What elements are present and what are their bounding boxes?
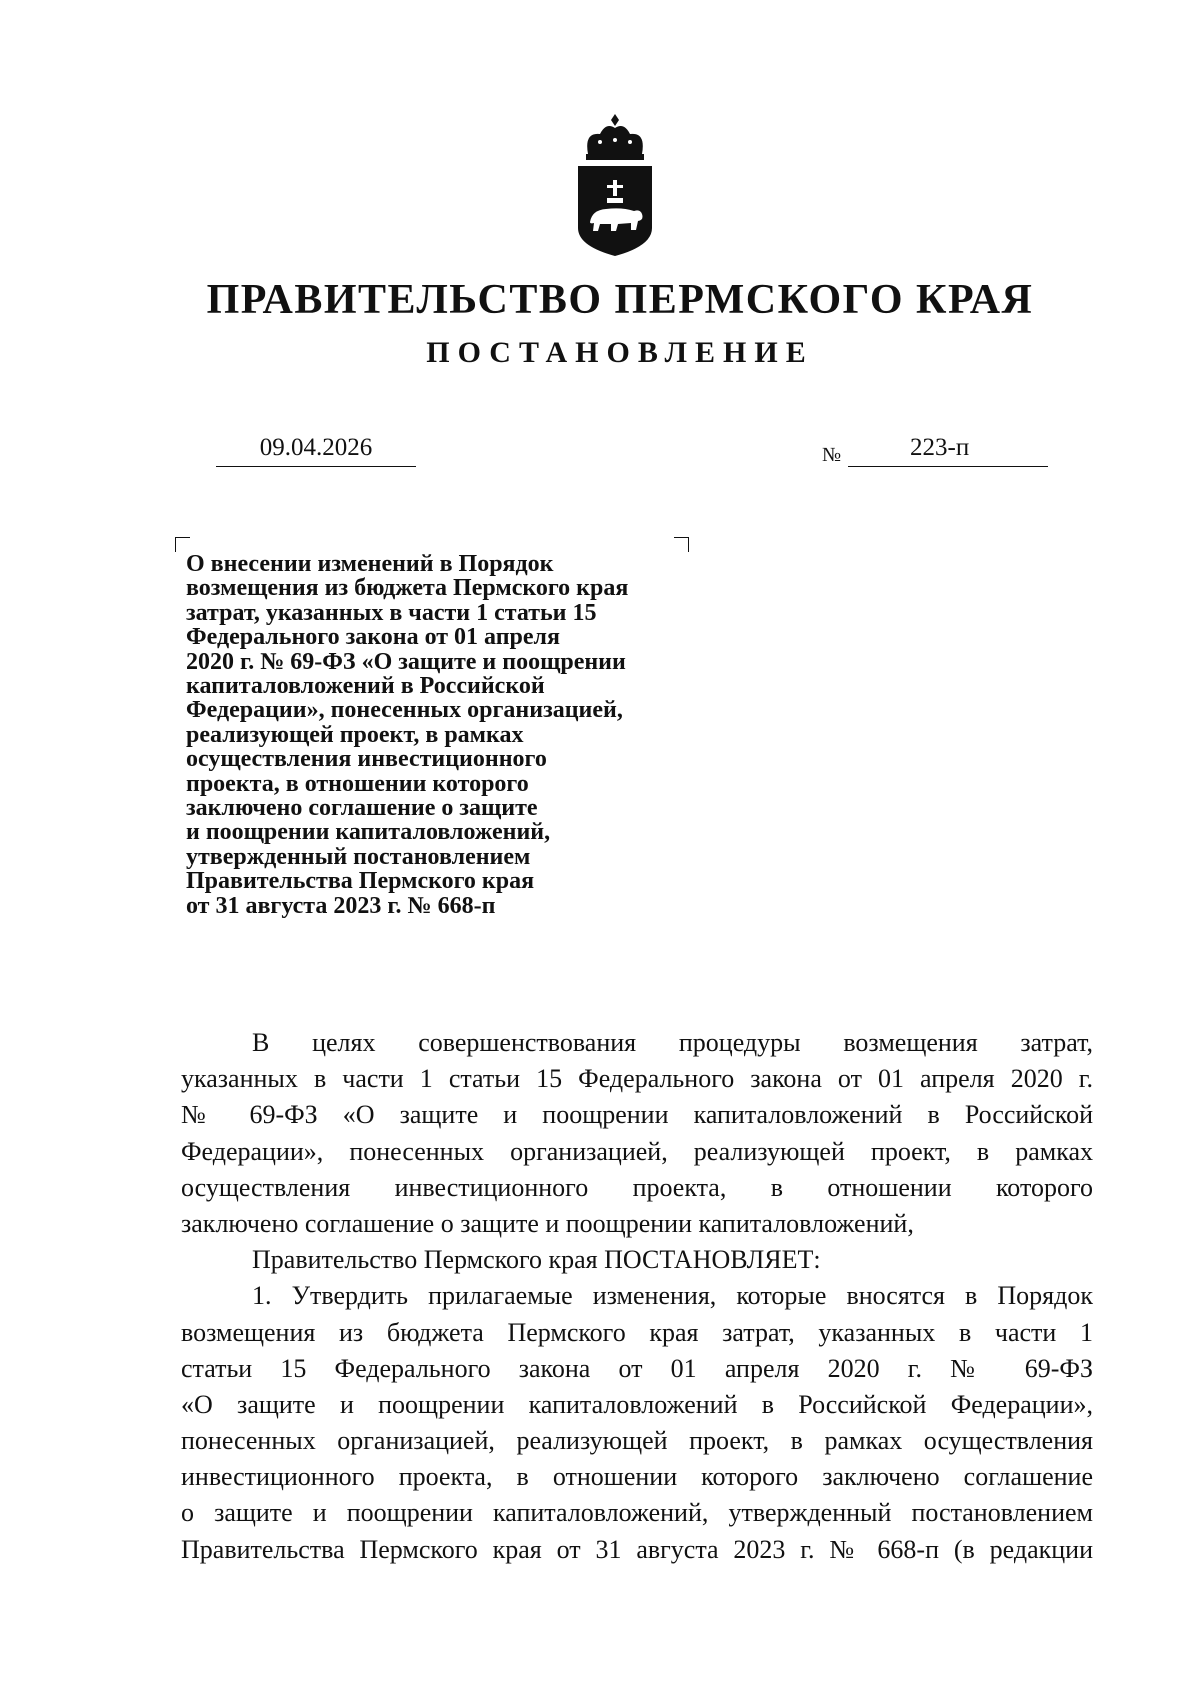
body-line: понесенных организацией, реализующей проект, в рамках осуществления <box>181 1426 1093 1456</box>
body-line: о защите и поощрении капиталовложений, утвержденный постановлением <box>181 1498 1093 1528</box>
subject-line: заключено соглашение о защите <box>186 795 538 822</box>
document-body <box>181 1025 1093 1568</box>
body-line: инвестиционного проекта, в отношении которого заключено соглашение <box>181 1462 1093 1492</box>
subject-line: реализующей проект, в рамках <box>186 721 524 748</box>
subject-line: Федерации», понесенных организацией, <box>186 697 623 724</box>
subject-line: осуществления инвестиционного <box>186 746 547 773</box>
number-sign: № <box>822 444 842 466</box>
subject-line: проекта, в отношении которого <box>186 770 529 797</box>
body-line: № 69-ФЗ «О защите и поощрении капиталовложений в Российской <box>181 1100 1093 1130</box>
subject-line: затрат, указанных в части 1 статьи 15 <box>186 599 597 626</box>
body-line: осуществления инвестиционного проекта, в отношении которого <box>181 1172 1093 1202</box>
document-date: 09.04.2026 <box>216 430 416 467</box>
body-line: 1. Утвердить прилагаемые изменения, которые вносятся в Порядок <box>252 1281 1093 1311</box>
body-line: заключено соглашение о защите и поощрении капиталовложений, <box>181 1208 914 1238</box>
subject-line: возмещения из бюджета Пермского края <box>186 575 629 602</box>
document-type: ПОСТАНОВЛЕНИЕ <box>426 336 814 369</box>
document-subject <box>186 552 726 918</box>
subject-line: Правительства Пермского края <box>186 868 535 895</box>
perm-krai-coat-of-arms-icon <box>570 110 660 260</box>
subject-line: и поощрении капиталовложений, <box>186 819 551 846</box>
body-line: «О защите и поощрении капиталовложений в Российской Федерации», <box>181 1389 1093 1419</box>
body-line: Федерации», понесенных организацией, реализующей проект, в рамках <box>181 1136 1093 1166</box>
subject-line: от 31 августа 2023 г. № 668-п <box>186 892 496 919</box>
subject-corner-right <box>674 537 689 552</box>
subject-line: О внесении изменений в Порядок <box>186 551 554 577</box>
subject-line: 2020 г. № 69-ФЗ «О защите и поощрении <box>186 648 626 675</box>
body-line: Правительство Пермского края ПОСТАНОВЛЯЕТ: <box>252 1245 821 1275</box>
subject-line: утвержденный постановлением <box>186 843 531 870</box>
body-line: возмещения из бюджета Пермского края затрат, указанных в части 1 <box>181 1317 1093 1347</box>
body-line: указанных в части 1 статьи 15 Федерального закона от 01 апреля 2020 г. <box>181 1064 1093 1094</box>
subject-line: Федерального закона от 01 апреля <box>186 624 561 651</box>
document-number: 223-п <box>848 430 1048 467</box>
body-line: В целях совершенствования процедуры возмещения затрат, <box>252 1028 1093 1057</box>
body-line: статьи 15 Федерального закона от 01 апреля 2020 г. № 69-ФЗ <box>181 1353 1093 1383</box>
subject-line: капиталовложений в Российской <box>186 673 545 700</box>
body-line: Правительства Пермского края от 31 августа 2023 г. № 668-п (в редакции <box>181 1534 1093 1564</box>
subject-corner-left <box>175 537 190 552</box>
government-title: ПРАВИТЕЛЬСТВО ПЕРМСКОГО КРАЯ <box>206 277 1034 323</box>
